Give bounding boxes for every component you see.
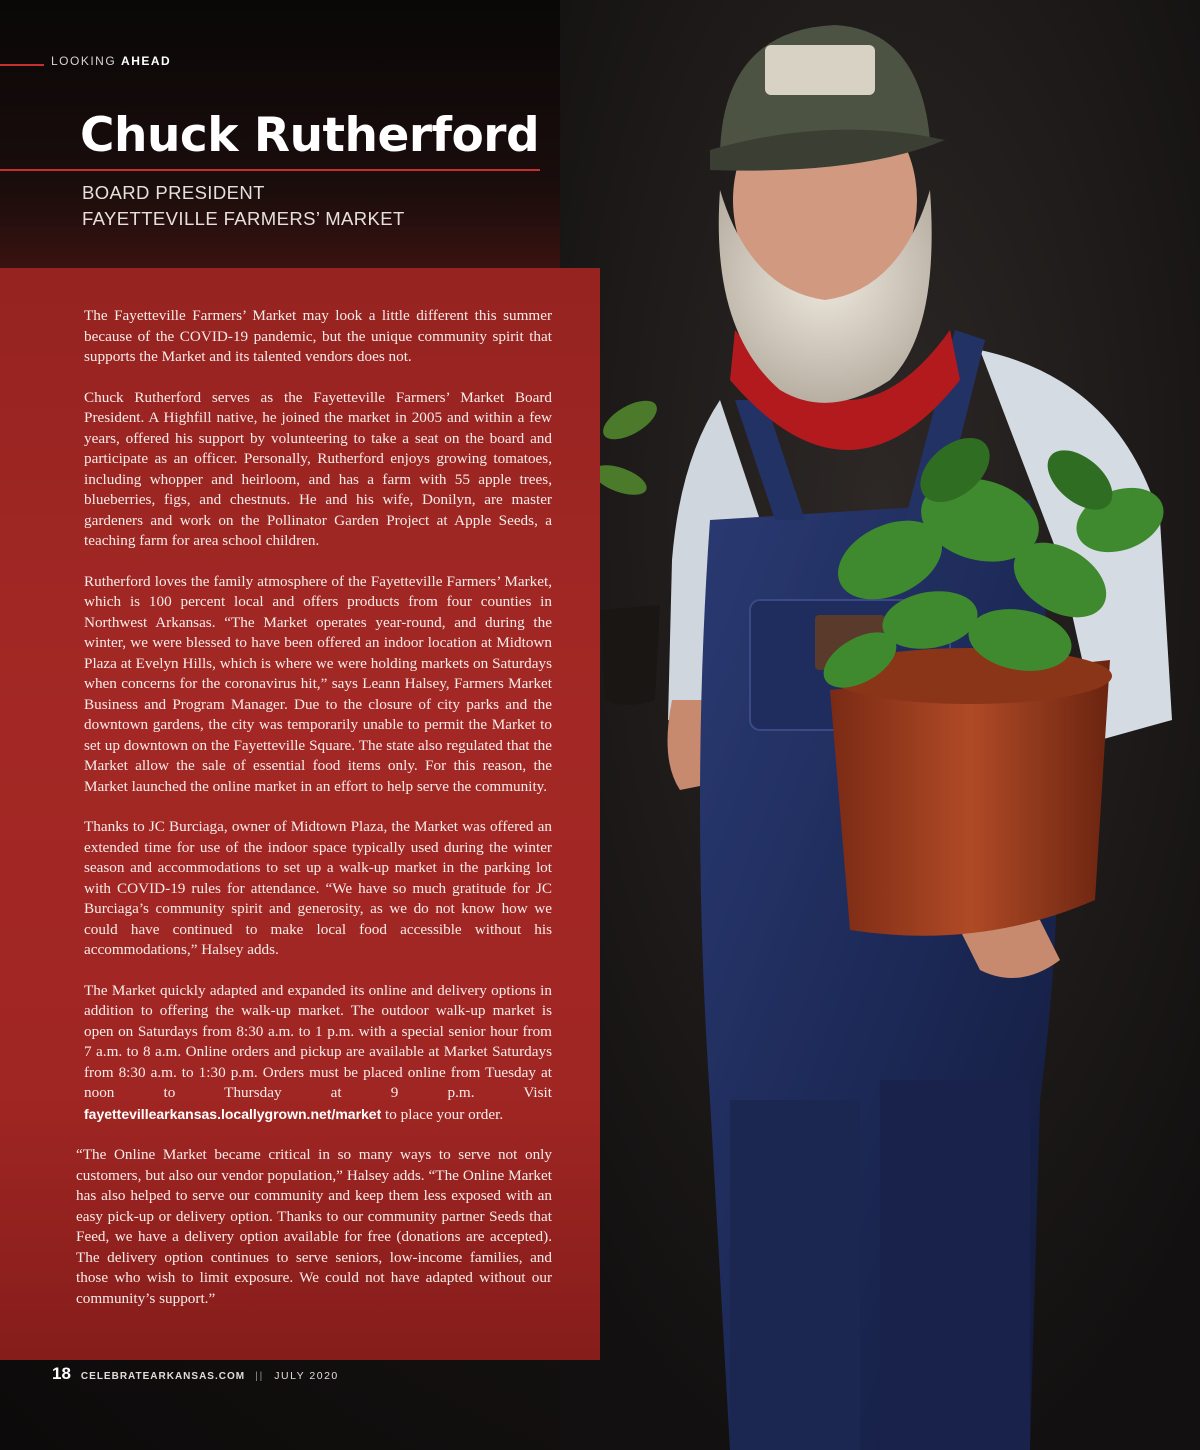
portrait-photo <box>560 0 1200 1450</box>
paragraph-3: Rutherford loves the family atmosphere of the Fayetteville Farmers’ Market, which is 100 percent local and offers products from four counties in Northwest Arkansas. “The Market operates year-round, and during the winter, we were blessed to have been offered an indoor location at Midtown Plaza at Evelyn Hills, which is where we were holding markets on Saturdays when concerns for the coronavirus hit,” says Leann Halsey, Farmers Market Business and Program Manager. Due to the closure of city parks and the downtown gardens, the city was temporarily unable to permit the Market to set up downtown on the Fayetteville Square. The state also regulated that the Market allow the sale of essential food items only. For this reason, the Market launched the online market in an effort to help serve the community. <box>84 572 552 795</box>
page-title: Chuck Rutherford <box>80 108 540 163</box>
section-rule <box>0 64 44 66</box>
page-footer <box>52 1364 339 1384</box>
paragraph-4: Thanks to JC Burciaga, owner of Midtown Plaza, the Market was offered an extended time for use of the indoor space typically used during the winter season and accommodations to set up a walk-up market in the parking lot with COVID-19 rules for attendance. “We have so much gratitude for JC Burciaga’s community spirit and generosity, as we do not know how we could have continued to make local food accessible without his accommodations,” Halsey adds. <box>84 818 552 958</box>
footer-separator: || <box>255 1371 265 1382</box>
paragraph-1: The Fayetteville Farmers’ Market may look a little different this summer because of the COVID-19 pandemic, but the unique community spirit that supports the Market and its talented vendors does not. <box>84 307 552 365</box>
section-label-bold: AHEAD <box>121 54 172 68</box>
section-label <box>51 54 171 68</box>
footer-date: JULY 2020 <box>274 1370 339 1382</box>
footer-site[interactable]: CELEBRATEARKANSAS.COM <box>80 1371 246 1382</box>
paragraph-5-end: to place your order. <box>381 1105 504 1123</box>
market-url-link[interactable]: fayettevillearkansas.locallygrown.net/market <box>84 1105 382 1122</box>
section-label-light: LOOKING <box>51 54 117 68</box>
paragraph-6: “The Online Market became critical in so many ways to serve not only customers, but also our vendor population,” Halsey adds. “The Online Market has also helped to serve our community and keep them less exposed with an easy pick-up or delivery option. Thanks to our community partner Seeds that Feed, we have a delivery option available for free (donations are accepted). The delivery option continues to serve seniors, low-income families, and those who wish to limit exposure. We could not have adapted without our community’s support.” <box>76 1146 552 1307</box>
paragraph-5-text: The Market quickly adapted and expanded its online and delivery options in addition to offering the walk-up market. The outdoor walk-up market is open on Saturdays from 8:30 a.m. to 1 p.m. with a special senior hour from 7 a.m. to 8 a.m. Online orders and pickup are available at Market Saturdays from 8:30 a.m. to 1:30 p.m. Orders must be placed online from Tuesday at noon to Thursday at 9 p.m. Visit <box>84 981 552 1101</box>
article-body <box>76 306 552 1329</box>
title-rule <box>0 169 540 171</box>
page-number: 18 <box>52 1364 71 1383</box>
paragraph-5 <box>84 981 552 1126</box>
paragraph-2: Chuck Rutherford serves as the Fayetteville Farmers’ Market Board President. A Highfill native, he joined the market in 2005 and within a few years, offered his support by volunteering to take a seat on the board and participate as an officer. Personally, Rutherford enjoys growing tomatoes, including whopper and heirloom, and has a farm with 55 apple trees, blueberries, figs, and chestnuts. He and his wife, Donilyn, are master gardeners and work on the Pollinator Garden Project at Apple Seeds, a teaching farm for area school children. <box>84 388 552 549</box>
role-title: BOARD PRESIDENT <box>82 182 265 203</box>
role-organization: FAYETTEVILLE FARMERS’ MARKET <box>82 208 405 229</box>
